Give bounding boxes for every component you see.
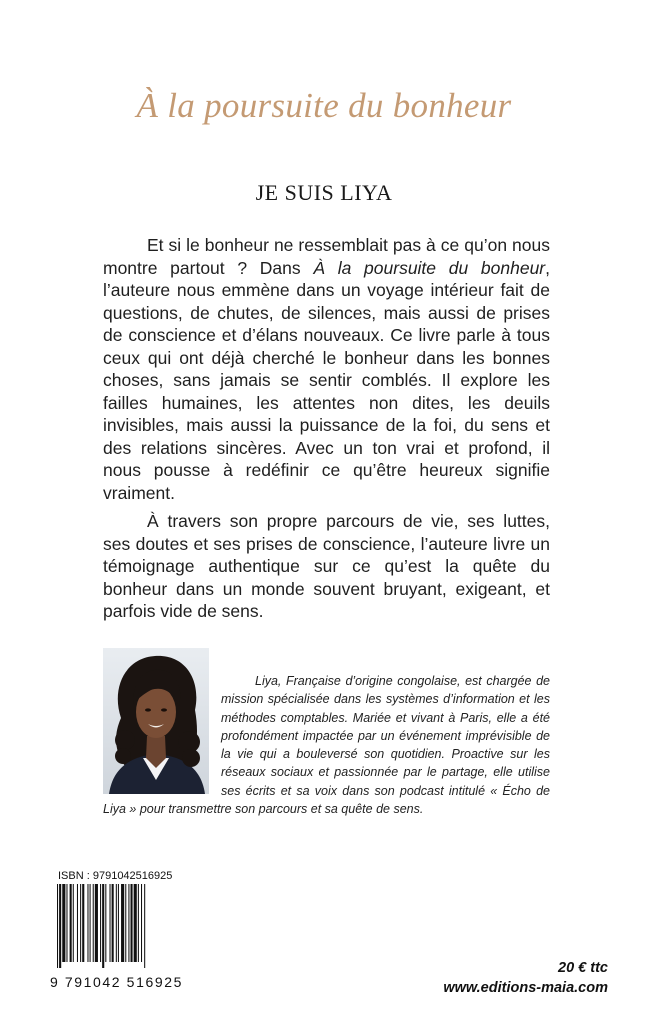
barcode-bar xyxy=(73,884,74,962)
barcode-bar xyxy=(87,884,88,962)
book-title: À la poursuite du bonheur xyxy=(136,86,512,125)
barcode-bar xyxy=(57,884,58,968)
isbn-label: ISBN : 9791042516925 xyxy=(58,870,173,882)
barcode-bar xyxy=(82,884,84,962)
barcode-bar xyxy=(93,884,94,962)
barcode-bar xyxy=(128,884,129,962)
price: 20 € ttc xyxy=(558,960,608,976)
barcode-bar xyxy=(90,884,91,962)
barcode-bar xyxy=(100,884,101,962)
barcode-bar xyxy=(131,884,133,962)
barcode-bar xyxy=(105,884,106,962)
barcode-bar xyxy=(134,884,137,962)
barcode-bar xyxy=(95,884,98,962)
blurb xyxy=(103,234,550,629)
barcode-digits: 9 791042 516925 xyxy=(50,974,183,990)
barcode-bar xyxy=(59,884,61,968)
author-name: JE SUIS LIYA xyxy=(255,180,393,205)
barcode-bar xyxy=(116,884,117,962)
barcode-bar xyxy=(62,884,65,962)
barcode-bar xyxy=(102,884,104,968)
barcode-bar xyxy=(125,884,126,962)
blurb-p1-end: , l’auteure nous emmène dans un voyage intérieur fait de questions, de chutes, de silences, mais aussi de prises de conscience et d’élans nouveaux. Ce livre parle à tous ceux qui ont déjà cherché le bonheur dans les bonnes choses, sans jamais se sentir comblés. Il explore les failles humaines, les attentes non dites, les deuils invisibles, mais aussi la puissance de la foi, du sens et des relations sincères. Avec un ton vrai et profond, il nous pousse à redéfinir ce qu’être heureux signifie vraiment. xyxy=(103,257,550,503)
barcode-bar xyxy=(141,884,142,962)
barcode-bar xyxy=(77,884,78,962)
barcode-bar xyxy=(110,884,111,962)
blurb-paragraph-2: À travers son propre parcours de vie, ses luttes, ses doutes et ses prises de conscience, l’auteure livre un témoignage authentique sur ce qu’est la quête du bonheur dans un monde souvent bruyant, exigeant, et parfois vide de sens. xyxy=(103,511,550,621)
barcode-bar xyxy=(138,884,139,962)
barcode-bar xyxy=(118,884,119,962)
blurb-paragraph-1 xyxy=(103,234,550,504)
author-bio-text: Liya, Française d’origine congolaise, est chargée de mission spécialisée dans les systèmes d’information et les méthodes comptables. Mariée et vivant à Paris, elle a été profondément impactée par un événement imprévisible de la vie qui a bouleversé son quotidien. Proactive sur les réseaux sociaux et passionnée par le partage, elle utilise ses écrits et sa voix dans son podcast intitulé « Écho de Liya » pour transmettre son parcours et sa quête de sens. xyxy=(103,674,550,817)
barcode-bar xyxy=(80,884,81,962)
author-bio xyxy=(103,672,550,818)
bio-photo-spacer xyxy=(103,672,221,792)
barcode-bar xyxy=(144,884,145,968)
barcode xyxy=(57,884,193,968)
blurb-book-title: À la poursuite du bonheur xyxy=(313,257,546,278)
blurb-p1-start: Et si le bonheur ne ressemblait pas à ce qu’on nous montre partout ? Dans xyxy=(103,235,550,278)
publisher-website[interactable]: www.editions-maia.com xyxy=(443,980,608,996)
barcode-bar xyxy=(66,884,67,962)
barcode-bar xyxy=(70,884,72,962)
barcode-bar xyxy=(121,884,124,962)
barcode-bar xyxy=(112,884,114,962)
